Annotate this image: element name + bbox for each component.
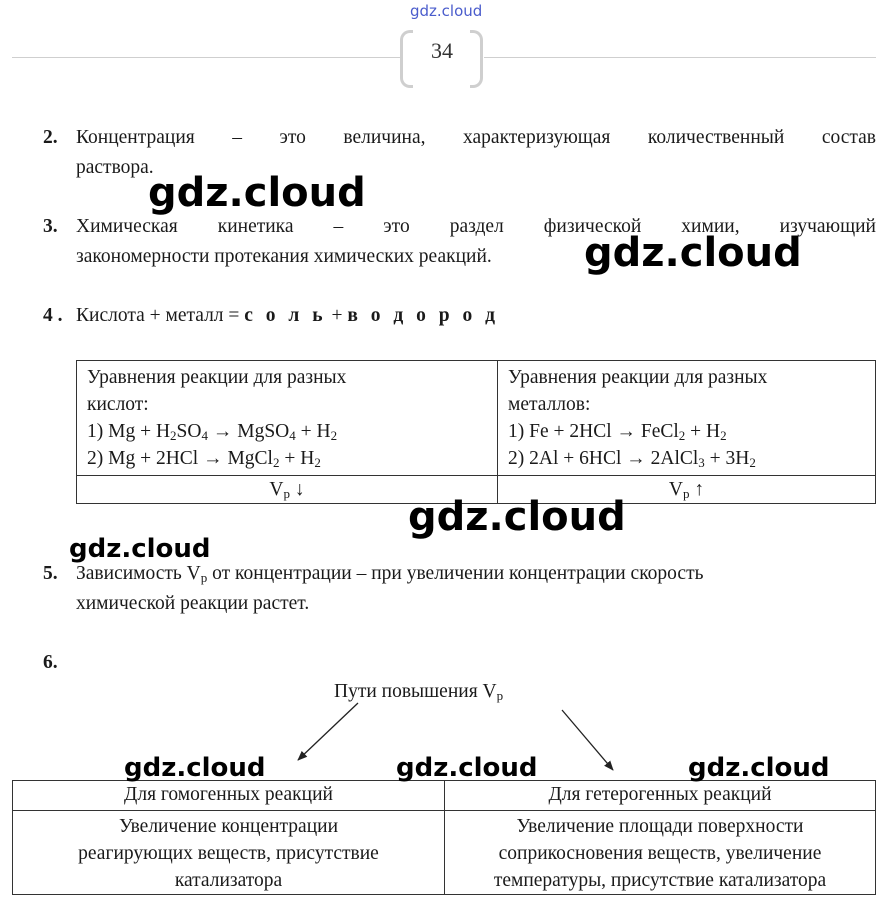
item-3-line-2: закономерности протекания химических реакций. — [76, 246, 492, 267]
metals-equation-2: 2) 2Al + 6HCl → 2AlCl$_3$ + $3H_2$ — [508, 448, 756, 470]
item-6-diagram-title: Пути повышения $V_р$ — [334, 681, 504, 703]
watermark: gdz.cloud — [124, 753, 266, 783]
item-4-plus: + — [326, 305, 348, 326]
metals-header-line-1: Уравнения реакции для разных — [508, 367, 768, 388]
item-5-line-1: Зависимость $V_р$ от концентрации – при увеличении концентрации скорость — [76, 563, 704, 585]
item-4-hydrogen: в о д о р о д — [347, 305, 499, 326]
watermark: gdz.cloud — [69, 534, 211, 564]
item-6-number: 6. — [43, 652, 58, 673]
acids-rate-cell: $V_р$ ↓ — [77, 476, 498, 504]
item-5-number: 5. — [43, 563, 58, 584]
heterogeneous-methods: Увеличение площади поверхности соприкосновения веществ, увеличение температуры, присутствие катализатора — [445, 811, 876, 895]
methods-table — [12, 780, 876, 895]
item-4-number: 4 . — [43, 305, 63, 326]
watermark: gdz.cloud — [148, 170, 366, 216]
metals-rate-cell: $V_р$ ↑ — [498, 476, 876, 504]
item-2-line-1: Концентрация – это величина, характеризующая количественный состав — [76, 127, 876, 148]
arrow-left — [298, 703, 358, 760]
item-3-line-1: Химическая кинетика – это раздел физической химии, изучающий — [76, 216, 876, 237]
watermark: gdz.cloud — [408, 494, 626, 540]
arrow-right — [562, 710, 613, 770]
acids-equation-2: 2) Mg + 2HCl → MgCl$_2$ + $H_2$ — [87, 448, 321, 470]
item-2-line-2: раствора. — [76, 157, 154, 178]
item-2-number: 2. — [43, 127, 58, 148]
item-4-text-start: Кислота + металл = — [76, 305, 245, 326]
watermark: gdz.cloud — [688, 753, 830, 783]
acids-header-line-2: кислот: — [87, 394, 149, 415]
homogeneous-header: Для гомогенных реакций — [13, 781, 445, 811]
item-5-line-2: химической реакции растет. — [76, 593, 310, 614]
metals-header-line-2: металлов: — [508, 394, 591, 415]
watermark: gdz.cloud — [584, 230, 802, 276]
page-number: 34 — [431, 38, 453, 63]
watermark: gdz.cloud — [396, 753, 538, 783]
acids-equation-1: 1) $Mg + H_2SO_4$ → MgSO$_4$ + $H_2$ — [87, 421, 338, 443]
item-3-number: 3. — [43, 216, 58, 237]
homogeneous-methods: Увеличение концентрации реагирующих веществ, присутствие катализатора — [13, 811, 445, 895]
top-watermark: gdz.cloud — [410, 2, 483, 20]
acids-header-line-1: Уравнения реакции для разных — [87, 367, 347, 388]
item-4-salt: с о л ь — [244, 305, 327, 326]
heterogeneous-header: Для гетерогенных реакций — [445, 781, 876, 811]
metals-equation-1: 1) Fe + 2HCl → FeCl$_2$ + $H_2$ — [508, 421, 727, 443]
